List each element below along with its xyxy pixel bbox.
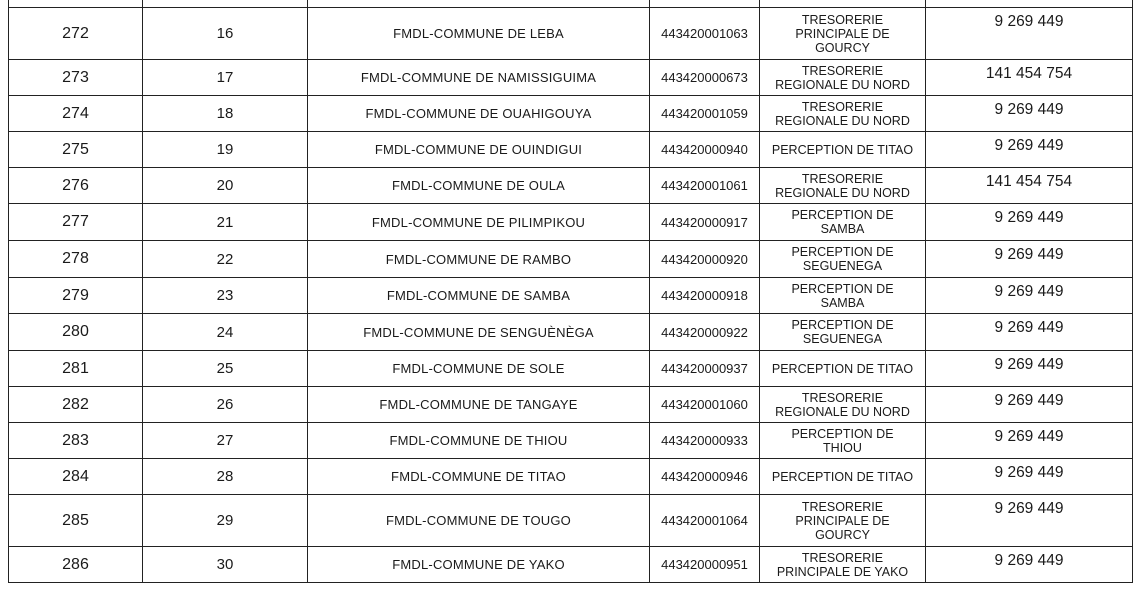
- treasury-line: REGIONALE DU NORD: [775, 113, 910, 128]
- account-number-cell: 443420000933: [650, 423, 760, 459]
- order-number-cell: 23: [143, 278, 308, 314]
- commune-name-cell: FMDL-COMMUNE DE SENGUÈNÈGA: [308, 314, 650, 351]
- order-number-cell: 21: [143, 204, 308, 241]
- row-number-cell: 281: [9, 351, 143, 387]
- treasury-line: TRESORERIE: [801, 550, 884, 565]
- table-row: [9, 241, 1133, 278]
- amount-cell: 9 269 449: [926, 8, 1133, 60]
- table-cell: [650, 0, 760, 8]
- treasury-line: REGIONALE DU NORD: [775, 77, 910, 92]
- amount-cell: 9 269 449: [926, 459, 1133, 495]
- treasury-cell: [760, 132, 926, 168]
- table-row: [9, 96, 1133, 132]
- treasury-line: SAMBA: [820, 222, 865, 236]
- treasury-line: THIOU: [823, 440, 862, 455]
- amount-cell: 9 269 449: [926, 132, 1133, 168]
- treasury-cell: [760, 96, 926, 132]
- amount-cell: 9 269 449: [926, 241, 1133, 278]
- row-number-cell: 283: [9, 423, 143, 459]
- treasury-line: TRESORERIE: [801, 12, 884, 27]
- treasury-line: TRESORERIE: [801, 499, 884, 514]
- treasury-line: TRESORERIE: [801, 63, 884, 78]
- treasury-line: SEGUENEGA: [802, 332, 883, 346]
- amount-cell: 9 269 449: [926, 495, 1133, 547]
- treasury-cell: [760, 204, 926, 241]
- treasury-line: PRINCIPALE DE: [795, 513, 890, 528]
- order-number-cell: 19: [143, 132, 308, 168]
- table-cell: [143, 0, 308, 8]
- account-number-cell: 443420000917: [650, 204, 760, 241]
- row-number-cell: 276: [9, 168, 143, 204]
- amount-cell: 9 269 449: [926, 314, 1133, 351]
- order-number-cell: 25: [143, 351, 308, 387]
- commune-name-cell: FMDL-COMMUNE DE YAKO: [308, 547, 650, 583]
- account-number-cell: 443420000920: [650, 241, 760, 278]
- table-cell: [926, 0, 1133, 8]
- order-number-cell: 17: [143, 60, 308, 96]
- row-number-cell: 272: [9, 8, 143, 60]
- table-row-partial: [9, 0, 1133, 8]
- row-number-cell: 278: [9, 241, 143, 278]
- treasury-cell: [760, 314, 926, 351]
- account-number-cell: 443420001061: [650, 168, 760, 204]
- account-number-cell: 443420000951: [650, 547, 760, 583]
- treasury-line: TRESORERIE: [801, 390, 884, 405]
- row-number-cell: 275: [9, 132, 143, 168]
- commune-name-cell: FMDL-COMMUNE DE OUINDIGUI: [308, 132, 650, 168]
- table-row: [9, 547, 1133, 583]
- row-number-cell: 286: [9, 547, 143, 583]
- order-number-cell: 29: [143, 495, 308, 547]
- treasury-line: TRESORERIE: [801, 99, 884, 114]
- account-number-cell: 443420000937: [650, 351, 760, 387]
- treasury-line: PERCEPTION DE: [791, 281, 894, 296]
- account-number-cell: 443420001063: [650, 8, 760, 60]
- treasury-line: GOURCY: [815, 527, 870, 542]
- treasury-cell: [760, 8, 926, 60]
- row-number-cell: 282: [9, 387, 143, 423]
- amount-cell: 9 269 449: [926, 96, 1133, 132]
- table-body: [9, 0, 1133, 583]
- treasury-line: PRINCIPALE DE: [795, 26, 890, 41]
- table-cell: [760, 0, 926, 8]
- order-number-cell: 18: [143, 96, 308, 132]
- treasury-cell: [760, 241, 926, 278]
- treasury-cell: [760, 495, 926, 547]
- treasury-line: PERCEPTION DE TITAO: [771, 361, 914, 376]
- order-number-cell: 22: [143, 241, 308, 278]
- table-row: [9, 204, 1133, 241]
- treasury-cell: [760, 547, 926, 583]
- account-number-cell: 443420000922: [650, 314, 760, 351]
- table-row: [9, 278, 1133, 314]
- amount-cell: 9 269 449: [926, 278, 1133, 314]
- treasury-line: PERCEPTION DE: [791, 245, 894, 259]
- commune-name-cell: FMDL-COMMUNE DE SOLE: [308, 351, 650, 387]
- amount-cell: 141 454 754: [926, 168, 1133, 204]
- amount-cell: 9 269 449: [926, 547, 1133, 583]
- commune-name-cell: FMDL-COMMUNE DE TANGAYE: [308, 387, 650, 423]
- row-number-cell: 280: [9, 314, 143, 351]
- row-number-cell: 279: [9, 278, 143, 314]
- treasury-line: PERCEPTION DE: [791, 318, 894, 332]
- account-number-cell: 443420001059: [650, 96, 760, 132]
- account-number-cell: 443420000940: [650, 132, 760, 168]
- treasury-line: REGIONALE DU NORD: [775, 404, 910, 419]
- order-number-cell: 16: [143, 8, 308, 60]
- document-page: [8, 0, 1132, 583]
- commune-name-cell: FMDL-COMMUNE DE THIOU: [308, 423, 650, 459]
- commune-name-cell: FMDL-COMMUNE DE RAMBO: [308, 241, 650, 278]
- commune-name-cell: FMDL-COMMUNE DE TOUGO: [308, 495, 650, 547]
- order-number-cell: 28: [143, 459, 308, 495]
- table-row: [9, 8, 1133, 60]
- treasury-line: SEGUENEGA: [802, 259, 883, 273]
- treasury-cell: [760, 60, 926, 96]
- treasury-cell: [760, 459, 926, 495]
- table-row: [9, 60, 1133, 96]
- row-number-cell: 274: [9, 96, 143, 132]
- amount-cell: 9 269 449: [926, 204, 1133, 241]
- table-row: [9, 459, 1133, 495]
- row-number-cell: 285: [9, 495, 143, 547]
- account-number-cell: 443420000918: [650, 278, 760, 314]
- commune-name-cell: FMDL-COMMUNE DE OULA: [308, 168, 650, 204]
- table-row: [9, 423, 1133, 459]
- treasury-cell: [760, 278, 926, 314]
- treasury-line: GOURCY: [815, 40, 870, 55]
- row-number-cell: 284: [9, 459, 143, 495]
- table-row: [9, 168, 1133, 204]
- treasury-line: PERCEPTION DE: [791, 208, 894, 222]
- amount-cell: 141 454 754: [926, 60, 1133, 96]
- treasury-line: PERCEPTION DE TITAO: [771, 142, 914, 157]
- treasury-cell: [760, 168, 926, 204]
- table-row: [9, 495, 1133, 547]
- commune-name-cell: FMDL-COMMUNE DE OUAHIGOUYA: [308, 96, 650, 132]
- commune-name-cell: FMDL-COMMUNE DE PILIMPIKOU: [308, 204, 650, 241]
- table-row: [9, 387, 1133, 423]
- order-number-cell: 26: [143, 387, 308, 423]
- commune-name-cell: FMDL-COMMUNE DE NAMISSIGUIMA: [308, 60, 650, 96]
- order-number-cell: 30: [143, 547, 308, 583]
- amount-cell: 9 269 449: [926, 351, 1133, 387]
- transfer-table: [8, 0, 1133, 583]
- treasury-line: SAMBA: [820, 295, 865, 310]
- row-number-cell: 273: [9, 60, 143, 96]
- order-number-cell: 20: [143, 168, 308, 204]
- treasury-line: PRINCIPALE DE YAKO: [776, 564, 909, 579]
- treasury-line: PERCEPTION DE TITAO: [771, 469, 914, 484]
- account-number-cell: 443420000946: [650, 459, 760, 495]
- treasury-cell: [760, 423, 926, 459]
- order-number-cell: 24: [143, 314, 308, 351]
- commune-name-cell: FMDL-COMMUNE DE SAMBA: [308, 278, 650, 314]
- treasury-line: REGIONALE DU NORD: [775, 185, 910, 200]
- treasury-cell: [760, 387, 926, 423]
- treasury-line: TRESORERIE: [801, 171, 884, 186]
- commune-name-cell: FMDL-COMMUNE DE TITAO: [308, 459, 650, 495]
- treasury-line: PERCEPTION DE: [791, 426, 894, 441]
- account-number-cell: 443420000673: [650, 60, 760, 96]
- amount-cell: 9 269 449: [926, 423, 1133, 459]
- commune-name-cell: FMDL-COMMUNE DE LEBA: [308, 8, 650, 60]
- table-row: [9, 314, 1133, 351]
- account-number-cell: 443420001060: [650, 387, 760, 423]
- table-cell: [9, 0, 143, 8]
- treasury-cell: [760, 351, 926, 387]
- table-row: [9, 132, 1133, 168]
- order-number-cell: 27: [143, 423, 308, 459]
- table-row: [9, 351, 1133, 387]
- amount-cell: 9 269 449: [926, 387, 1133, 423]
- table-cell: [308, 0, 650, 8]
- account-number-cell: 443420001064: [650, 495, 760, 547]
- row-number-cell: 277: [9, 204, 143, 241]
